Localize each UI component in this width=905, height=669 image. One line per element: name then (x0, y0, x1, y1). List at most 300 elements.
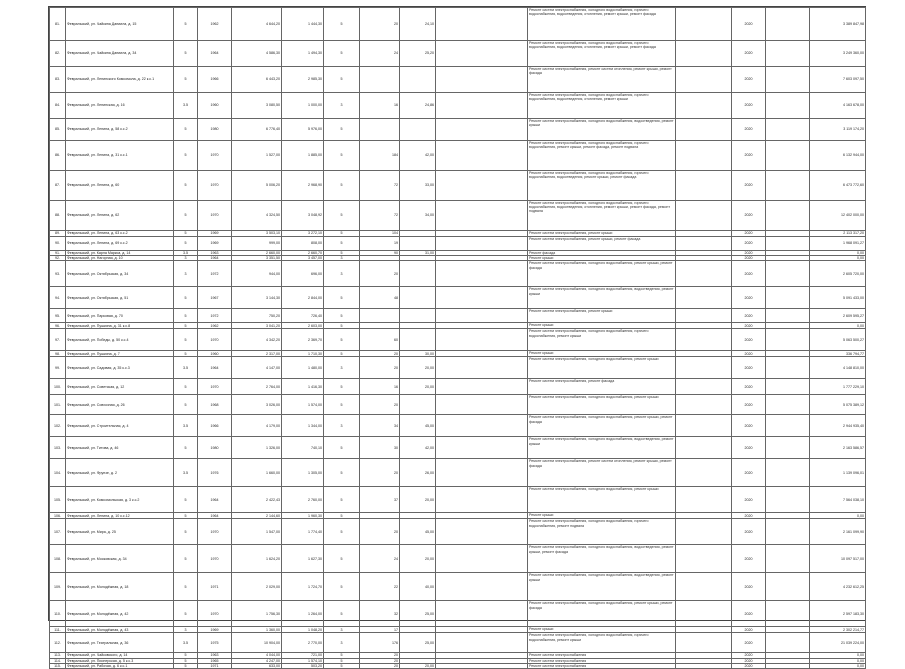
cell-code: 2020 (732, 309, 766, 323)
cell-yr: 1975 (198, 633, 232, 653)
cell-n2 (400, 261, 436, 287)
cell-empty (766, 329, 810, 351)
cell-no: 86. (50, 141, 66, 171)
cell-no: 100. (50, 379, 66, 395)
cell-yr: 1972 (198, 309, 232, 323)
cell-desc: Ремонт систем электроснабжения, холодного водоснабжения, горячего водоснабжения, водоотведения, отопления, ремонт крыши, ремонт фасада, ремонт подвала (528, 201, 676, 231)
cell-a2: 2 985,30 (282, 67, 324, 93)
cell-addr: Февральский, ул. Пушкина, д. 7 (66, 351, 174, 357)
table-row (50, 459, 866, 487)
cell-sum: 2 113 317,20 (810, 231, 866, 237)
cell-a2: 5 976,00 (282, 119, 324, 141)
cell-a2: 1 305,00 (282, 459, 324, 487)
cell-fl2: 3 (324, 627, 360, 633)
cell-yr: 1964 (198, 41, 232, 67)
cell-addr: Февральский, ул. Строительная, д. 4 (66, 415, 174, 437)
cell-fl: 5 (174, 201, 198, 231)
cell-fl: 5 (174, 545, 198, 573)
cell-desc: Ремонт систем электроснабжения, холодного водоснабжения, горячего водоснабжения, ремонт крыши (528, 329, 676, 351)
cell-no: 87. (50, 171, 66, 201)
cell-sum: 0,00 (810, 653, 866, 658)
cell-yr: 1964 (198, 487, 232, 513)
cell-empty (676, 459, 732, 487)
cell-a1: 4 342,20 (232, 329, 282, 351)
table-row (50, 41, 866, 67)
cell-fl: 5 (174, 519, 198, 545)
cell-yr: 1960 (198, 351, 232, 357)
cell-empty (436, 67, 528, 93)
cell-code: 2020 (732, 395, 766, 415)
cell-code: 2020 (732, 237, 766, 251)
cell-a1: 1 756,30 (232, 601, 282, 627)
cell-n2 (400, 329, 436, 351)
table-row (50, 573, 866, 601)
cell-fl2: 3 (324, 261, 360, 287)
cell-fl2: 5 (324, 8, 360, 41)
cell-desc: Ремонт систем электроснабжения, ремонт крыши (528, 231, 676, 237)
cell-addr: Февральский, ул. Ленина, д. 58 к.с.2 (66, 119, 174, 141)
cell-code: 2020 (732, 573, 766, 601)
cell-yr: 1964 (198, 513, 232, 519)
cell-yr: 1962 (198, 8, 232, 41)
cell-fl2: 5 (324, 379, 360, 395)
cell-n2: 42,00 (400, 437, 436, 459)
cell-empty (766, 141, 810, 171)
cell-code: 2020 (732, 379, 766, 395)
cell-a1: 4 044,00 (232, 653, 282, 658)
cell-desc: Ремонт крыши (528, 627, 676, 633)
cell-desc: Ремонт систем электроснабжения, ремонт крыши, ремонт фасада (528, 237, 676, 251)
cell-empty (436, 93, 528, 119)
cell-code: 2020 (732, 545, 766, 573)
cell-sum: 5 075 389,12 (810, 395, 866, 415)
cell-a2: 1 048,20 (282, 627, 324, 633)
cell-no: 90. (50, 237, 66, 251)
cell-no: 98. (50, 351, 66, 357)
cell-empty (676, 171, 732, 201)
cell-no: 97. (50, 329, 66, 351)
cell-empty (766, 287, 810, 309)
cell-code: 2020 (732, 323, 766, 329)
cell-fl2: 5 (324, 513, 360, 519)
cell-empty (436, 415, 528, 437)
cell-empty (676, 415, 732, 437)
table-body (50, 8, 866, 669)
cell-sum: 7 564 038,10 (810, 487, 866, 513)
cell-code: 2020 (732, 231, 766, 237)
cell-sum: 0,00 (810, 663, 866, 668)
cell-a1: 4 586,30 (232, 41, 282, 67)
cell-empty (766, 487, 810, 513)
cell-empty (676, 395, 732, 415)
cell-empty (766, 119, 810, 141)
cell-empty (676, 329, 732, 351)
cell-desc: Ремонт фасада (528, 251, 676, 256)
cell-desc: Ремонт систем электроснабжения (528, 653, 676, 658)
cell-a2: 721,00 (282, 653, 324, 658)
cell-sum: 12 402 000,00 (810, 201, 866, 231)
cell-empty (676, 357, 732, 379)
housing-repair-table (49, 7, 866, 669)
cell-a2: 3 048,92 (282, 201, 324, 231)
cell-code: 2020 (732, 601, 766, 627)
table-row (50, 437, 866, 459)
cell-addr: Февральский, ул. Ленина, д. 62 (66, 201, 174, 231)
cell-empty (676, 201, 732, 231)
cell-n1: 22 (360, 573, 400, 601)
cell-empty (676, 93, 732, 119)
cell-a1: 10 904,00 (232, 633, 282, 653)
cell-empty (436, 437, 528, 459)
cell-empty (436, 459, 528, 487)
cell-empty (676, 601, 732, 627)
cell-n2: 25,00 (400, 633, 436, 653)
cell-n1 (360, 309, 400, 323)
cell-empty (766, 357, 810, 379)
cell-yr: 1980 (198, 437, 232, 459)
cell-yr: 1964 (198, 357, 232, 379)
cell-empty (676, 519, 732, 545)
cell-n1: 34 (360, 415, 400, 437)
cell-n1: 48 (360, 287, 400, 309)
cell-sum: 6 473 772,60 (810, 171, 866, 201)
cell-no: 93. (50, 261, 66, 287)
cell-sum: 7 603 097,50 (810, 67, 866, 93)
cell-sum: 2 161 099,90 (810, 519, 866, 545)
cell-sum: 0,00 (810, 251, 866, 256)
cell-n1: 20 (360, 663, 400, 668)
cell-no: 102. (50, 415, 66, 437)
cell-no: 101. (50, 395, 66, 415)
cell-no: 106. (50, 513, 66, 519)
cell-empty (766, 663, 810, 668)
table-row (50, 487, 866, 513)
table-row (50, 171, 866, 201)
table-row (50, 633, 866, 653)
cell-n1: 30 (360, 437, 400, 459)
cell-empty (436, 545, 528, 573)
cell-a2: 740,10 (282, 437, 324, 459)
cell-addr: Февральский, ул. Молодёжная, д. 18 (66, 573, 174, 601)
cell-a2: 2 603,00 (282, 323, 324, 329)
cell-a2: 1 494,30 (282, 41, 324, 67)
cell-empty (436, 261, 528, 287)
cell-empty (766, 8, 810, 41)
cell-addr: Февральский, ул. Молодёжная, д. 42 (66, 601, 174, 627)
table-row (50, 379, 866, 395)
cell-desc: Ремонт систем электроснабжения, холодного водоснабжения, водоотведения, ремонт крыши (528, 119, 676, 141)
cell-sum: 2 597 183,30 (810, 601, 866, 627)
cell-yr: 1970 (198, 545, 232, 573)
cell-sum: 4 232 612,25 (810, 573, 866, 601)
table-row (50, 519, 866, 545)
cell-desc: Ремонт крыши (528, 513, 676, 519)
cell-code: 2020 (732, 119, 766, 141)
cell-code: 2020 (732, 67, 766, 93)
cell-n1: 20 (360, 395, 400, 415)
cell-fl: 5 (174, 487, 198, 513)
cell-fl2: 5 (324, 459, 360, 487)
cell-fl: 5 (174, 395, 198, 415)
cell-a1: 1 527,00 (232, 141, 282, 171)
cell-a2: 808,00 (282, 237, 324, 251)
cell-empty (766, 459, 810, 487)
cell-sum: 5 091 433,00 (810, 287, 866, 309)
cell-yr: 1970 (198, 141, 232, 171)
cell-n1: 20 (360, 519, 400, 545)
cell-desc: Ремонт систем электроснабжения, холодного водоснабжения, горячего водоснабжения, водоотведения, отопления, ремонт крыши, ремонт фасада (528, 41, 676, 67)
cell-yr: 1970 (198, 201, 232, 231)
cell-a1: 4 247,00 (232, 658, 282, 663)
cell-sum: 0,00 (810, 658, 866, 663)
cell-yr: 1970 (198, 379, 232, 395)
cell-fl: 5 (174, 653, 198, 658)
cell-empty (436, 633, 528, 653)
cell-empty (676, 379, 732, 395)
cell-addr: Февральский, ул. Октябрьская, д. 51 (66, 287, 174, 309)
cell-fl2: 5 (324, 395, 360, 415)
cell-addr: Февральский, ул. Чайкина Даниила, д. 15 (66, 8, 174, 41)
cell-empty (676, 41, 732, 67)
cell-empty (676, 437, 732, 459)
cell-n2: 20,00 (400, 487, 436, 513)
cell-empty (676, 545, 732, 573)
cell-addr: Февральский, ул. Ленинского Комсомола, д. 22 к.с.1 (66, 67, 174, 93)
cell-no: 82. (50, 41, 66, 67)
cell-desc: Ремонт систем электроснабжения (528, 663, 676, 668)
cell-addr: Февральский, ул. Чайкина Даниила, д. 34 (66, 41, 174, 67)
cell-n1: 19 (360, 237, 400, 251)
cell-yr: 1963 (198, 653, 232, 658)
cell-fl: 5 (174, 351, 198, 357)
cell-addr: Февральский, ул. Молодёжная, д. 43 (66, 627, 174, 633)
cell-fl: 5 (174, 141, 198, 171)
cell-addr: Февральский, ул. Нагорная, д. 10 (66, 256, 174, 261)
cell-empty (766, 395, 810, 415)
cell-empty (436, 8, 528, 41)
cell-n2: 20,00 (400, 357, 436, 379)
cell-a1: 1 547,00 (232, 519, 282, 545)
cell-a2: 1 574,00 (282, 395, 324, 415)
cell-yr: 1969 (198, 231, 232, 237)
cell-no: 91. (50, 251, 66, 256)
cell-fl: 3 (174, 256, 198, 261)
cell-fl2: 3 (324, 256, 360, 261)
cell-empty (766, 415, 810, 437)
cell-fl: 3.5 (174, 93, 198, 119)
cell-yr: 1968 (198, 395, 232, 415)
cell-n1 (360, 67, 400, 93)
cell-empty (436, 141, 528, 171)
cell-a2: 1 724,70 (282, 573, 324, 601)
cell-fl2: 5 (324, 323, 360, 329)
cell-n2: 25,00 (400, 601, 436, 627)
cell-desc: Ремонт систем электроснабжения, холодного водоснабжения, ремонт крыши (528, 487, 676, 513)
cell-no: 85. (50, 119, 66, 141)
cell-desc: Ремонт систем электроснабжения, холодного водоснабжения, ремонт крыши, ремонт фасада (528, 601, 676, 627)
cell-desc: Ремонт систем электроснабжения, холодного водоснабжения, ремонт крыши (528, 357, 676, 379)
cell-addr: Февральский, ул. Ленина, д. 63 к.с.2 (66, 231, 174, 237)
cell-fl: 3.5 (174, 251, 198, 256)
table-row (50, 93, 866, 119)
cell-empty (766, 93, 810, 119)
cell-empty (436, 41, 528, 67)
table-row (50, 395, 866, 415)
cell-a2: 1 885,00 (282, 141, 324, 171)
cell-fl2: 5 (324, 519, 360, 545)
cell-addr: Февральский, ул. Ленинская, д. 16 (66, 93, 174, 119)
cell-a1: 4 324,50 (232, 201, 282, 231)
cell-empty (676, 487, 732, 513)
cell-addr: Февральский, ул. Комсомольская, д. 3 к.с.2 (66, 487, 174, 513)
cell-sum: 1 968 091,27 (810, 237, 866, 251)
cell-n1 (360, 119, 400, 141)
cell-fl: 5 (174, 573, 198, 601)
cell-sum: 3 389 847,98 (810, 8, 866, 41)
cell-fl: 5 (174, 663, 198, 668)
cell-a2: 3 272,10 (282, 231, 324, 237)
cell-empty (766, 171, 810, 201)
cell-no: 99. (50, 357, 66, 379)
cell-desc: Ремонт систем электроснабжения, холодного водоснабжения, горячего водоснабжения, водоотведения, отопления, ремонт крыши (528, 93, 676, 119)
cell-n2: 30,00 (400, 351, 436, 357)
cell-fl: 5 (174, 8, 198, 41)
cell-sum: 10 097 517,00 (810, 545, 866, 573)
cell-empty (676, 141, 732, 171)
cell-fl: 5 (174, 41, 198, 67)
cell-yr: 1967 (198, 287, 232, 309)
cell-n1: 20 (360, 8, 400, 41)
cell-desc: Ремонт систем электроснабжения, холодного водоснабжения, ремонт крыши, ремонт фасада (528, 415, 676, 437)
cell-sum: 2 944 935,40 (810, 415, 866, 437)
spreadsheet-page (48, 6, 866, 668)
cell-a1: 2 764,00 (232, 379, 282, 395)
cell-desc: Ремонт систем электроснабжения, холодного водоснабжения, горячего водоснабжения, водоотведения, ремонт крыши, ремонт фасада (528, 171, 676, 201)
cell-empty (436, 663, 528, 668)
cell-n1: 20 (360, 658, 400, 663)
cell-no: 113. (50, 653, 66, 658)
cell-desc: Ремонт систем электроснабжения, холодного водоснабжения, горячего водоснабжения, ремонт подвала (528, 519, 676, 545)
cell-a1: 1 326,00 (232, 437, 282, 459)
cell-fl: 5 (174, 171, 198, 201)
cell-fl2: 3 (324, 633, 360, 653)
cell-no: 110. (50, 601, 66, 627)
cell-fl: 5 (174, 379, 198, 395)
cell-desc: Ремонт систем электроснабжения, холодного водоснабжения, горячего водоснабжения, ремонт крыши (528, 633, 676, 653)
cell-yr: 1962 (198, 323, 232, 329)
cell-desc: Ремонт систем электроснабжения, ремонт крыши (528, 309, 676, 323)
cell-no: 114. (50, 658, 66, 663)
cell-n1: 20 (360, 261, 400, 287)
cell-a2: 2 760,00 (282, 487, 324, 513)
cell-addr: Февральский, ул. Совхозная, д. 26 (66, 395, 174, 415)
cell-fl2: 5 (324, 601, 360, 627)
cell-addr: Февральский, ул. Садовая, д. 35 к.с.3 (66, 357, 174, 379)
cell-desc: Ремонт систем электроснабжения, холодного водоснабжения, водоотведения, ремонт крыши, ремонт фасада (528, 545, 676, 573)
cell-sum: 2 163 586,57 (810, 437, 866, 459)
cell-n1: 16 (360, 379, 400, 395)
cell-n1: 72 (360, 171, 400, 201)
cell-desc: Ремонт систем электроснабжения, ремонт систем отопления, ремонт крыши, ремонт фасада (528, 67, 676, 93)
cell-sum: 3 249 360,00 (810, 41, 866, 67)
cell-a2: 1 444,30 (282, 8, 324, 41)
cell-addr: Февральский, ул. Мира, д. 25 (66, 519, 174, 545)
cell-no: 107. (50, 519, 66, 545)
cell-fl2: 5 (324, 287, 360, 309)
cell-yr: 1972 (198, 261, 232, 287)
cell-code: 2020 (732, 171, 766, 201)
cell-fl: 5 (174, 329, 198, 351)
cell-desc: Ремонт крыши (528, 351, 676, 357)
cell-n2 (400, 287, 436, 309)
cell-no: 112. (50, 633, 66, 653)
cell-addr: Февральский, ул. Ленина, д. 69 к.с.2 (66, 237, 174, 251)
cell-empty (436, 119, 528, 141)
cell-empty (766, 545, 810, 573)
cell-code: 2020 (732, 459, 766, 487)
cell-empty (436, 601, 528, 627)
cell-no: 109. (50, 573, 66, 601)
cell-desc: Ремонт систем электроснабжения, холодного водоснабжения, горячего водоснабжения, водоотведения, отопления, ремонт крыши, ремонт фасада (528, 8, 676, 41)
cell-a1: 999,00 (232, 237, 282, 251)
cell-addr: Февральский, ул. Театральная, д. 36 (66, 633, 174, 653)
cell-empty (676, 287, 732, 309)
cell-no: 108. (50, 545, 66, 573)
cell-empty (436, 201, 528, 231)
cell-a2: 1 264,00 (282, 601, 324, 627)
cell-yr: 1970 (198, 519, 232, 545)
cell-desc: Ремонт систем электроснабжения, холодного водоснабжения, ремонт крыши, ремонт фасада (528, 261, 676, 287)
cell-n2: 20,00 (400, 545, 436, 573)
cell-empty (676, 309, 732, 323)
cell-empty (766, 201, 810, 231)
cell-code: 2020 (732, 653, 766, 658)
cell-code: 2020 (732, 287, 766, 309)
cell-n1: 20 (360, 357, 400, 379)
cell-yr: 1966 (198, 67, 232, 93)
cell-yr: 1971 (198, 573, 232, 601)
cell-no: 94. (50, 287, 66, 309)
cell-code: 2020 (732, 357, 766, 379)
cell-a1: 750,20 (232, 309, 282, 323)
cell-yr: 1969 (198, 237, 232, 251)
cell-fl: 3 (174, 261, 198, 287)
cell-code: 2020 (732, 93, 766, 119)
cell-empty (436, 395, 528, 415)
cell-a1: 2 144,60 (232, 513, 282, 519)
cell-no: 83. (50, 67, 66, 93)
table-row (50, 415, 866, 437)
cell-fl: 3.5 (174, 357, 198, 379)
cell-empty (766, 573, 810, 601)
cell-empty (436, 519, 528, 545)
cell-yr: 1980 (198, 119, 232, 141)
cell-n2: 45,00 (400, 415, 436, 437)
cell-addr: Февральский, ул. Советская, д. 12 (66, 379, 174, 395)
cell-fl: 5 (174, 119, 198, 141)
cell-fl2: 5 (324, 573, 360, 601)
cell-code: 2020 (732, 513, 766, 519)
cell-fl2: 5 (324, 171, 360, 201)
cell-fl2: 5 (324, 309, 360, 323)
cell-desc: Ремонт систем электроснабжения, холодного водоснабжения, ремонт крыши (528, 395, 676, 415)
cell-sum: 0,00 (810, 513, 866, 519)
cell-empty (766, 519, 810, 545)
cell-fl: 3.5 (174, 415, 198, 437)
cell-n2: 31,00 (400, 251, 436, 256)
cell-empty (766, 237, 810, 251)
cell-empty (676, 663, 732, 668)
